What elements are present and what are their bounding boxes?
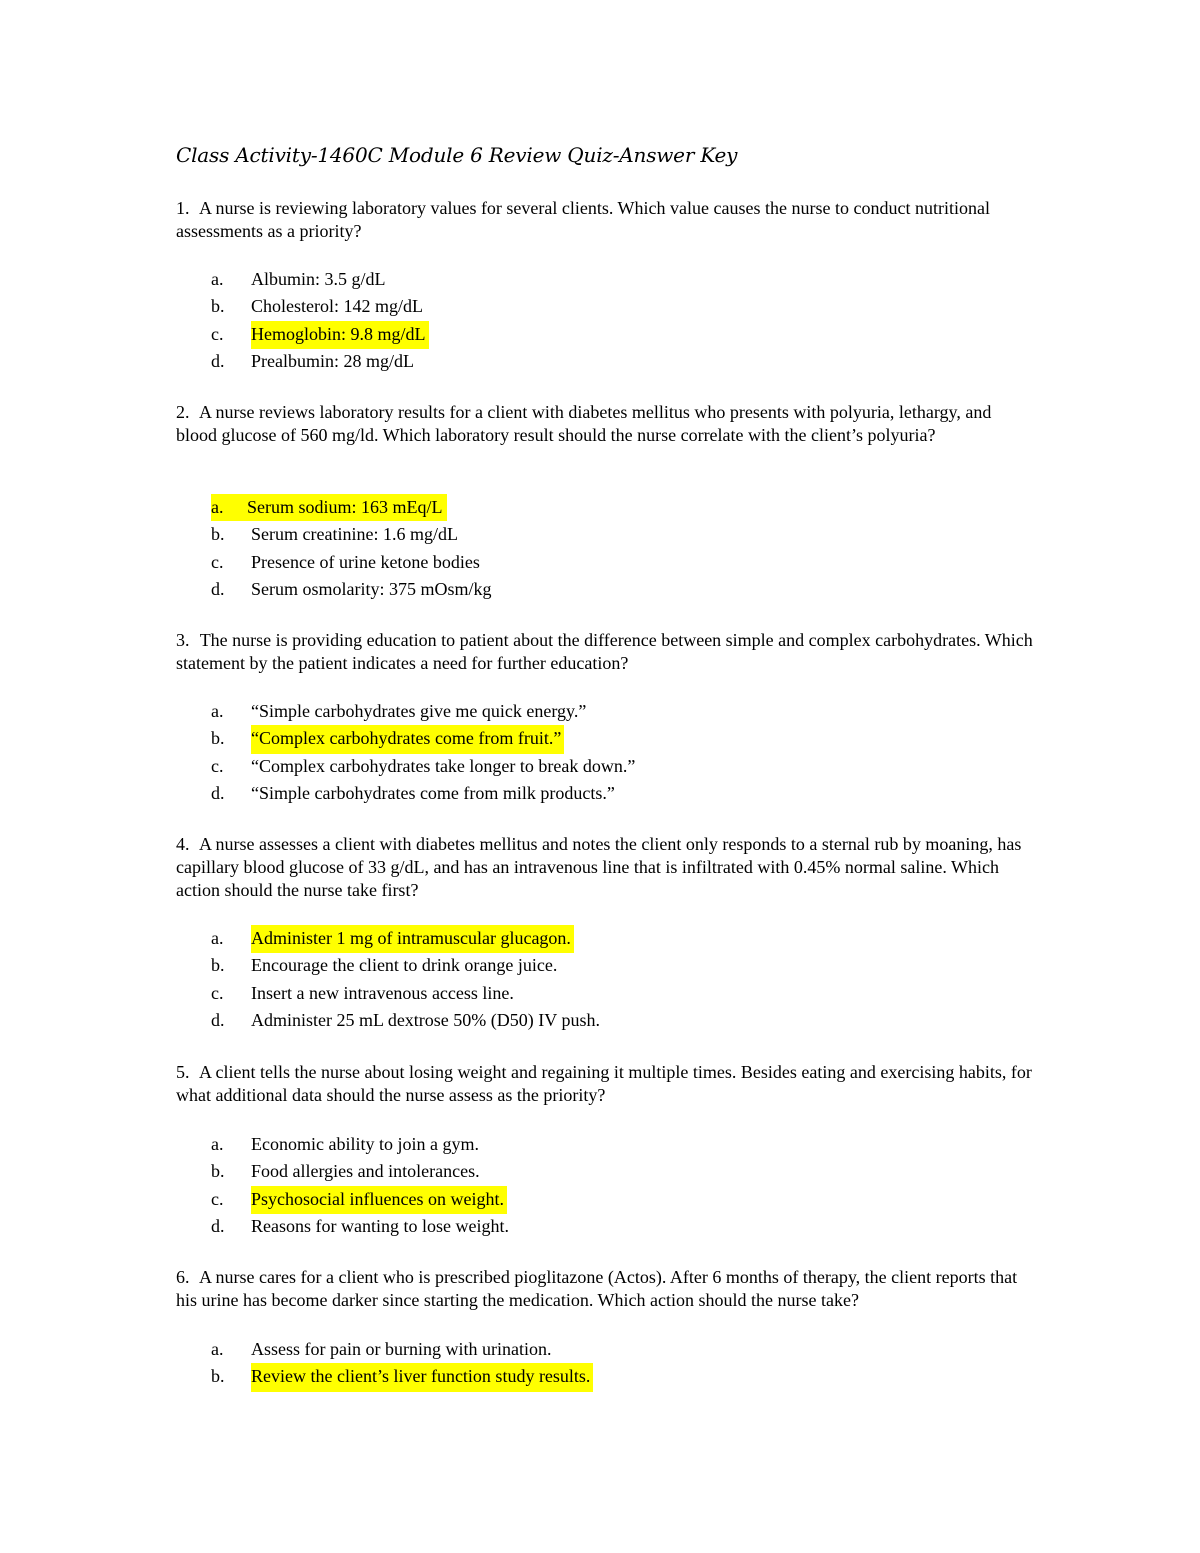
highlighted-answer: Administer 1 mg of intramuscular glucagon. [251, 925, 574, 953]
option-a: a. “Simple carbohydrates give me quick energy.” [211, 701, 587, 721]
highlighted-answer: Review the client’s liver function study results. [251, 1363, 593, 1391]
question-5 [176, 1061, 1036, 1107]
question-text: A nurse is reviewing laboratory values for several clients. Which value causes the nurse to conduct nutritional assessments as a priority? [176, 198, 990, 241]
question-number: 4. [176, 834, 190, 854]
option-a: a. Albumin: 3.5 g/dL [211, 269, 386, 289]
option-d: d. Prealbumin: 28 mg/dL [211, 350, 414, 371]
question-number: 3. [176, 630, 190, 650]
highlighted-answer: Hemoglobin: 9.8 mg/dL [251, 321, 429, 349]
option-b: b. Food allergies and intolerances. [211, 1161, 480, 1182]
question-number: 6. [176, 1267, 190, 1287]
document-title: Class Activity-1460C Module 6 Review Quiz-Answer Key [176, 143, 738, 167]
question-3 [176, 629, 1036, 675]
question-1 [176, 197, 1036, 243]
question-4 [176, 833, 1036, 902]
option-b-correct: b. Review the client’s liver function study results. [211, 1363, 911, 1390]
highlighted-answer: a. Serum sodium: 163 mEq/L [211, 494, 447, 521]
option-a-correct [211, 494, 911, 521]
option-d: d. “Simple carbohydrates come from milk products.” [211, 782, 615, 803]
question-6 [176, 1266, 1036, 1312]
option-c: c. Presence of urine ketone bodies [211, 551, 480, 572]
option-b: b. Cholesterol: 142 mg/dL [211, 296, 423, 317]
options-5 [211, 1131, 911, 1240]
option-c: c. “Complex carbohydrates take longer to break down.” [211, 755, 636, 776]
option-a: a. Economic ability to join a gym. [211, 1134, 479, 1154]
option-c-correct: c. Hemoglobin: 9.8 mg/dL [211, 321, 911, 348]
option-b-correct: b. “Complex carbohydrates come from fruit.” [211, 725, 911, 752]
highlighted-answer: Psychosocial influences on weight. [251, 1186, 507, 1214]
highlighted-answer: “Complex carbohydrates come from fruit.” [251, 725, 564, 753]
options-1 [211, 266, 911, 375]
question-2 [176, 401, 1036, 447]
question-text: A nurse cares for a client who is prescribed pioglitazone (Actos). After 6 months of therapy, the client reports that his urine has become darker since starting the medication. Which action should the nurse take? [176, 1267, 1018, 1310]
option-d: d. Serum osmolarity: 375 mOsm/kg [211, 578, 492, 599]
option-b: b. Encourage the client to drink orange juice. [211, 955, 558, 976]
question-number: 5. [176, 1062, 190, 1082]
option-c: c. Insert a new intravenous access line. [211, 982, 514, 1003]
option-a-correct: a. Administer 1 mg of intramuscular glucagon. [211, 925, 911, 952]
option-d: d. Administer 25 mL dextrose 50% (D50) IV push. [211, 1009, 600, 1030]
options-2 [211, 494, 911, 603]
option-c-correct: c. Psychosocial influences on weight. [211, 1186, 911, 1213]
question-text: A nurse reviews laboratory results for a client with diabetes mellitus who presents with polyuria, lethargy, and blood glucose of 560 mg/ld. Which laboratory result should the nurse correlate with the client’s polyuria? [176, 402, 992, 445]
option-a: a. Assess for pain or burning with urination. [211, 1339, 552, 1359]
options-4 [211, 925, 911, 1034]
question-text: A nurse assesses a client with diabetes mellitus and notes the client only responds to a sternal rub by moaning, has capillary blood glucose of 33 g/dL, and has an intravenous line that is infiltrated with 0.45% normal saline. Which action should the nurse take first? [176, 834, 1022, 900]
question-number: 1. [176, 198, 190, 218]
options-3 [211, 698, 911, 807]
option-b: b. Serum creatinine: 1.6 mg/dL [211, 524, 458, 545]
question-text: A client tells the nurse about losing weight and regaining it multiple times. Besides eating and exercising habits, for what additional data should the nurse assess as the priority? [176, 1062, 1032, 1105]
option-d: d. Reasons for wanting to lose weight. [211, 1215, 509, 1236]
options-6 [211, 1336, 911, 1391]
question-text: The nurse is providing education to patient about the difference between simple and complex carbohydrates. Which statement by the patient indicates a need for further education? [176, 630, 1033, 673]
question-number: 2. [176, 402, 190, 422]
